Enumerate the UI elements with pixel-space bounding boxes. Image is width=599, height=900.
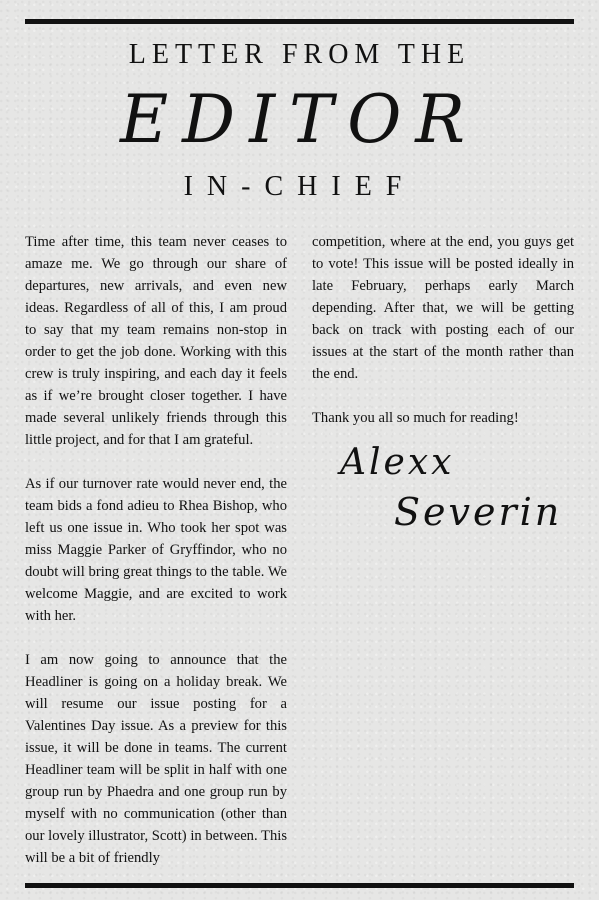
- handwritten-signature: [330, 438, 590, 548]
- right-paragraph-2: Thank you all so much for reading!: [312, 410, 519, 426]
- top-rule: [25, 19, 574, 24]
- signature-last-name: Severin: [394, 490, 563, 534]
- left-paragraph-1: Time after time, this team never ceases to amaze me. We go through our share of departures, new arrivals, and even new ideas. Regardless of all of this, I am proud to say that my team remains non-stop in order to get the job done. Working with this crew is truly inspiring, and each day it feels as if we’re brought closer together. I have made several unlikely friends through this little project, and for that I am grateful.: [25, 234, 287, 448]
- right-column: [312, 231, 574, 429]
- title-line-editor: EDITOR: [120, 81, 479, 158]
- right-paragraph-1: competition, where at the end, you guys get to vote! This issue will be posted ideally in late February, perhaps early March depending. After that, we will be getting back on track with posting each of our issues at the start of the month rather than the end.: [312, 234, 574, 382]
- title-line-in-chief: IN-CHIEF: [183, 171, 416, 202]
- left-paragraph-2: As if our turnover rate would never end, the team bids a fond adieu to Rhea Bishop, who left us one issue in. Who took her spot was miss Maggie Parker of Gryffindor, who no doubt will bring great things to the table. We welcome Maggie, and are excited to work with her.: [25, 476, 287, 624]
- bottom-rule: [25, 883, 574, 888]
- signature-first-name: Alexx: [340, 442, 455, 483]
- left-column: [25, 231, 287, 869]
- left-paragraph-3: I am now going to announce that the Headliner is going on a holiday break. We will resume our issue posting for a Valentines Day issue. As a preview for this issue, it will be done in teams. The current Headliner team will be split in half with one group run by Phaedra and one group run by myself with no communication (other than our lovely illustrator, Scott) in between. This will be a bit of friendly: [25, 652, 287, 866]
- title-line-letter-from-the: LETTER FROM THE: [128, 39, 471, 70]
